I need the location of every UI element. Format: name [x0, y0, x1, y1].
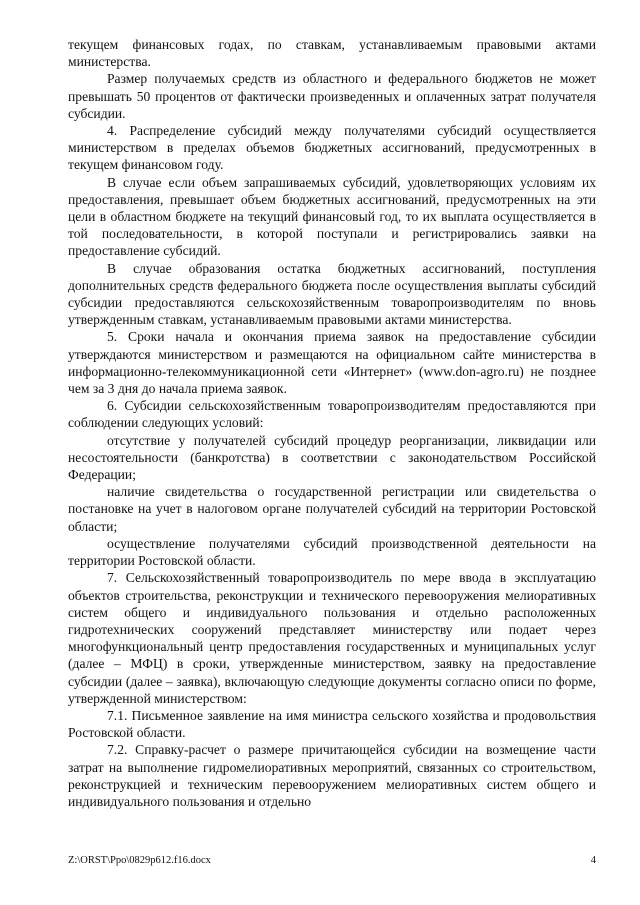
page-number: 4 [590, 855, 596, 866]
paragraph-item-5: 5. Сроки начала и окончания приема заявок на предоставление субсидии утверждаются министерством и размещаются на официальном сайте министерства в информационно-телекоммуникационной сети «Интернет» (www.don-agro.ru) не позднее чем за 3 дня до начала приема заявок. [68, 329, 596, 397]
file-path: Z:\ORST\Ppo\0829p612.f16.docx [68, 855, 211, 866]
paragraph-condition-3: осуществление получателями субсидий производственной деятельности на территории Ростовской области. [68, 535, 596, 569]
paragraph-item-4: 4. Распределение субсидий между получателями субсидий осуществляется министерством в пределах объемов бюджетных ассигнований, предусмотренных в текущем финансовом году. [68, 123, 596, 173]
paragraph-remaining-funds: В случае образования остатка бюджетных ассигнований, поступления дополнительных средств федерального бюджета после осуществления выплаты субсидий субсидии предоставляются сельскохозяйственным товаропроизводителям по вновь утвержденным ставкам, устанавливаемым правовыми актами министерства. [68, 260, 596, 328]
paragraph-item-6: 6. Субсидии сельскохозяйственным товаропроизводителям предоставляются при соблюдении следующих условий: [68, 398, 596, 431]
document-body [68, 36, 596, 810]
paragraph-subsidy-limit: Размер получаемых средств из областного и федерального бюджетов не может превышать 50 процентов от фактически произведенных и оплаченных затрат получателя субсидии. [68, 71, 596, 121]
paragraph-item-7-2: 7.2. Справку-расчет о размере причитающейся субсидии на возмещение части затрат на выполнение гидромелиоративных мероприятий, связанных со строительством, реконструкцией и техническим перевооружением мелиоративных систем общего и индивидуального пользования и отдельно [68, 742, 596, 809]
paragraph-condition-1: отсутствие у получателей субсидий процедур реорганизации, ликвидации или несостоятельности (банкротства) в соответствии с законодательством Российской Федерации; [68, 432, 596, 483]
paragraph-item-7-1: 7.1. Письменное заявление на имя министра сельского хозяйства и продовольствия Ростовской области. [68, 707, 596, 741]
paragraph-excess-requests: В случае если объем запрашиваемых субсидий, удовлетворяющих условиям их предоставления, превышает объем бюджетных ассигнований, предусмотренных на эти цели в областном бюджете на текущий финансовый год, то их выплата осуществляется в той последовательности, в которой поступали и регистрировались заявки на предоставление субсидий. [68, 174, 596, 259]
paragraph-continuation: текущем финансовых годах, по ставкам, устанавливаемым правовыми актами министерства. [68, 37, 596, 70]
page-footer [68, 855, 596, 867]
paragraph-condition-2: наличие свидетельства о государственной регистрации или свидетельства о постановке на учет в налоговом органе получателей субсидий на территории Ростовской области; [68, 484, 596, 534]
paragraph-item-7: 7. Сельскохозяйственный товаропроизводитель по мере ввода в эксплуатацию объектов строительства, реконструкции и технического перевооружения мелиоративных систем общего и индивидуального пользования и отдельно расположенных гидротехнических сооружений представляет министерству или подает через многофункциональный центр предоставления государственных и муниципальных услуг (далее – МФЦ) в сроки, утвержденные министерством, заявку на предоставление субсидии (далее – заявка), включающую следующие документы согласно описи по форме, утвержденной министерством: [68, 570, 596, 706]
